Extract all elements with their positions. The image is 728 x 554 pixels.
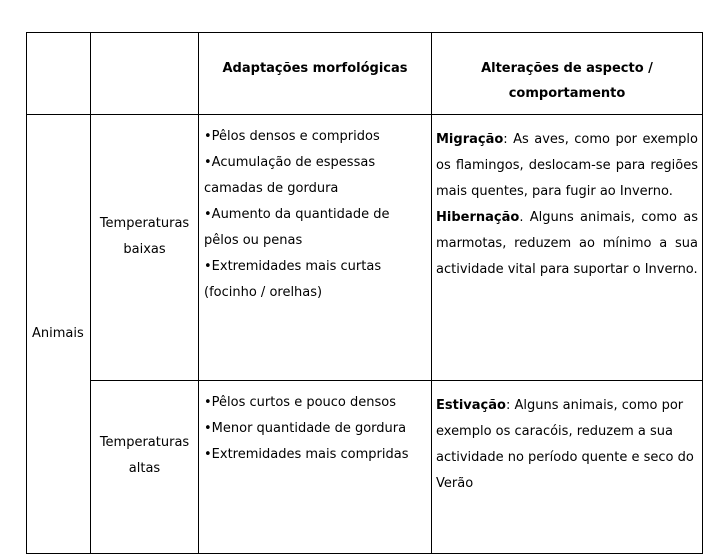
behaviour-paragraph [436, 127, 698, 205]
behaviour-term: Estivação [436, 398, 506, 413]
table-row [27, 381, 703, 554]
term-separator: . [519, 210, 524, 225]
term-separator: : [505, 398, 511, 413]
term-separator: : [503, 132, 508, 147]
adaptations-cell [199, 381, 432, 554]
adaptations-table [26, 32, 703, 554]
behaviour-cell [432, 115, 703, 381]
table-row [27, 115, 703, 381]
behaviour-cell [432, 381, 703, 554]
header-label: Adaptações morfológicas [222, 61, 408, 76]
list-item: • Extremidades mais compridas [204, 442, 427, 468]
header-label: Alterações de aspecto / comportamento [481, 61, 653, 101]
list-item: • Acumulação de espessas camadas de gordura [204, 150, 427, 202]
behaviour-paragraph [436, 205, 698, 283]
condition-cell: Temperaturas baixas [91, 115, 199, 381]
behaviour-text: Alguns animais, como por exemplo os caracóis, reduzem a sua actividade no período quente e seco do Verão [436, 398, 694, 491]
condition-cell: Temperaturas altas [91, 381, 199, 554]
row-group-label-animals: Animais [27, 115, 91, 554]
list-item: • Menor quantidade de gordura [204, 416, 427, 442]
list-item: • Pêlos densos e compridos [204, 124, 427, 150]
adaptations-cell [199, 115, 432, 381]
header-behaviour-changes [432, 33, 703, 115]
header-cell-empty-1 [27, 33, 91, 115]
list-item: • Aumento da quantidade de pêlos ou penas [204, 202, 427, 254]
behaviour-paragraph [436, 393, 698, 497]
list-item: • Pêlos curtos e pouco densos [204, 390, 427, 416]
behaviour-text: Alguns animais, como as marmotas, reduzem ao mínimo a sua actividade vital para suportar o Inverno. [436, 210, 698, 277]
list-item: • Extremidades mais curtas (focinho / orelhas) [204, 254, 427, 306]
behaviour-text: As aves, como por exemplo os flamingos, deslocam-se para regiões mais quentes, para fugir ao Inverno. [436, 132, 698, 199]
behaviour-term: Hibernação [436, 210, 520, 225]
header-morphological-adaptations [199, 33, 432, 115]
header-cell-empty-2 [91, 33, 199, 115]
behaviour-term: Migração [436, 132, 504, 147]
table-header-row [27, 33, 703, 115]
